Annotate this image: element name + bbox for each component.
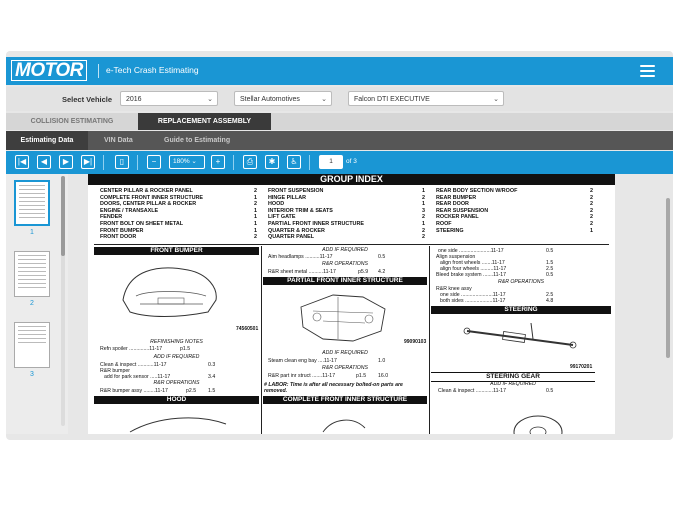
page-count: of 3 [346, 158, 357, 165]
toolbar-divider [233, 155, 234, 170]
index-entry[interactable]: REAR BODY SECTION W/ROOF 2 [436, 188, 593, 194]
labor-line: Aim headlamps ..........11-17 [268, 254, 333, 260]
tab-replacement-assembly[interactable]: REPLACEMENT ASSEMBLY [138, 113, 271, 130]
year-value: 2016 [126, 96, 142, 103]
steering-rack-illustration [463, 317, 583, 359]
app-header [6, 57, 673, 85]
chevron-down-icon: ⌄ [321, 96, 327, 103]
index-entry[interactable]: FRONT DOOR 2 [100, 234, 257, 241]
toolbar-divider [103, 155, 104, 170]
index-entry[interactable]: INTERIOR TRIM & SEATS 3 [268, 207, 425, 214]
tab-vin-data[interactable]: VIN Data [104, 137, 133, 144]
labor-line: align front wheels .......11-17 [440, 260, 505, 266]
hood-illustration [128, 410, 228, 434]
labor-line: R&R sheet metal ..........11-17 [268, 269, 336, 275]
highlight-icon[interactable]: ✱ [265, 155, 279, 169]
prev-page-icon[interactable]: ◀ [37, 155, 51, 169]
labor-line: Align suspension [436, 254, 476, 260]
index-column-2 [268, 188, 425, 241]
index-entry[interactable]: LIFT GATE 2 [268, 214, 425, 221]
print-icon[interactable]: ⎙ [243, 155, 257, 169]
thumbnail-page-1[interactable] [14, 180, 50, 226]
part-number: 74560501 [236, 326, 259, 332]
thumbnail-label: 1 [30, 229, 34, 236]
labor-value: 2.5 [546, 266, 554, 272]
index-entry[interactable]: ROCKER PANEL 2 [436, 214, 593, 221]
header-divider [98, 64, 99, 78]
labor-value: 1.5 [546, 260, 554, 266]
labor-line: Bleed brake system .......11-17 [436, 272, 506, 278]
zoom-value: 180% [173, 158, 190, 165]
hamburger-icon[interactable] [640, 65, 655, 77]
labor-value: 0.5 [378, 254, 386, 260]
labor-line: R&R bumper assy ........11-17 [100, 388, 168, 394]
section-steering: STEERING [431, 306, 611, 314]
part-number: 99170201 [570, 364, 593, 370]
zoom-out-icon[interactable]: − [147, 155, 161, 169]
labor-value: p2.5 [186, 388, 197, 394]
subheading: REFINISHING NOTES [150, 339, 203, 345]
labor-line: Clean & inspect ............11-17 [438, 388, 506, 394]
index-entry[interactable]: PARTIAL FRONT INNER STRUCTURE 1 [268, 220, 425, 227]
index-entry[interactable]: DOORS, CENTER PILLAR & ROCKER 2 [100, 201, 257, 208]
index-column-3 [436, 188, 593, 234]
motor-logo: MOTOR [11, 60, 87, 81]
subheading: R&R OPERATIONS [497, 279, 545, 285]
labor-line: both sides ...................11-17 [440, 298, 506, 304]
labor-line: Steam clean eng bay ....11-17 [268, 358, 337, 364]
labor-line: Refn spoiler ..............11-17 [100, 346, 163, 352]
document-viewport [78, 174, 673, 434]
section-partial-front-inner-structure: PARTIAL FRONT INNER STRUCTURE [263, 277, 427, 285]
chevron-down-icon: ⌄ [493, 96, 499, 103]
labor-value: p1.5 [356, 373, 367, 379]
main-tabs [6, 113, 673, 130]
document-page [88, 174, 615, 434]
thumbnail-page-2[interactable] [14, 251, 50, 297]
thumbnail-page-3[interactable] [14, 322, 50, 368]
labor-value: 0.5 [546, 388, 554, 394]
index-entry[interactable]: FRONT SUSPENSION 1 [268, 188, 425, 194]
labor-value: 3.4 [208, 374, 216, 380]
subheading: ADD IF REQUIRED [153, 354, 200, 360]
document-scrollbar[interactable] [666, 176, 671, 431]
labor-value: 4.2 [378, 269, 386, 275]
index-entry[interactable]: FRONT BOLT ON SHEET METAL 1 [100, 220, 257, 227]
index-entry[interactable]: STEERING 1 [436, 227, 593, 234]
labor-value: 1.5 [208, 388, 216, 394]
index-entry[interactable]: CENTER PILLAR & ROCKER PANEL 2 [100, 188, 257, 194]
labor-value: 0.5 [546, 248, 554, 254]
index-column-1 [100, 188, 257, 241]
subheading: R&R OPERATIONS [321, 261, 369, 267]
group-index-title: GROUP INDEX [88, 174, 615, 185]
index-entry[interactable]: ROOF 2 [436, 220, 593, 227]
bumper-illustration [118, 260, 223, 320]
part-number: 99090103 [404, 339, 427, 345]
labor-line: Clean & inspect ...........11-17 [100, 362, 167, 368]
select-vehicle-label: Select Vehicle [62, 95, 113, 104]
last-page-icon[interactable]: ▶| [81, 155, 95, 169]
subheading: R&R OPERATIONS [321, 365, 369, 371]
labor-line: R&R knee assy [436, 286, 472, 292]
tab-guide-to-estimating[interactable]: Guide to Estimating [164, 137, 231, 144]
vehicle-selector-bar [6, 87, 673, 111]
section-front-bumper: FRONT BUMPER [94, 247, 259, 255]
labor-line: R&R bumper [100, 368, 130, 374]
index-entry[interactable]: FENDER 1 [100, 214, 257, 221]
divider [429, 246, 430, 434]
section-complete-front-inner-structure: COMPLETE FRONT INNER STRUCTURE [263, 396, 427, 404]
app-window [6, 51, 673, 440]
complete-structure-illustration [313, 410, 373, 434]
index-entry[interactable]: QUARTER PANEL 2 [268, 234, 425, 241]
make-value: Stellar Automotives [240, 96, 300, 103]
index-entry[interactable]: QUARTER & ROCKER 2 [268, 227, 425, 234]
make-select[interactable] [234, 91, 332, 106]
model-value: Falcon DTI EXECUTIVE [354, 96, 430, 103]
viewer-toolbar [6, 151, 673, 174]
thumbnail-label: 3 [30, 371, 34, 378]
thumbnail-panel [6, 174, 68, 434]
fit-page-icon[interactable]: ▯ [115, 155, 129, 169]
first-page-icon[interactable]: |◀ [15, 155, 29, 169]
index-entry[interactable]: ENGINE / TRANSAXLE 1 [100, 207, 257, 214]
year-select[interactable] [120, 91, 218, 106]
zoom-in-icon[interactable]: + [211, 155, 225, 169]
labor-line: R&R part inr struct .......11-17 [268, 373, 336, 379]
subheading: ADD IF REQUIRED [490, 381, 536, 387]
index-entry[interactable]: FRONT BUMPER 1 [100, 227, 257, 234]
subheading: ADD IF REQUIRED [322, 247, 368, 253]
index-entry[interactable]: REAR BUMPER 2 [436, 194, 593, 201]
labor-value: 16.0 [378, 373, 389, 379]
divider [94, 244, 609, 245]
thumbnail-scrollbar[interactable] [61, 176, 65, 426]
index-entry[interactable]: HOOD 1 [268, 201, 425, 208]
labor-line: one side ......................11-17 [440, 292, 506, 298]
section-steering-gear: STEERING GEAR [431, 372, 595, 382]
labor-value: p5.9 [358, 269, 369, 275]
labor-line: align four wheels .........11-17 [440, 266, 507, 272]
chevron-down-icon: ⌄ [207, 96, 213, 103]
tab-collision-estimating[interactable]: COLLISION ESTIMATING [30, 118, 114, 125]
toolbar-divider [137, 155, 138, 170]
labor-value: 0.3 [208, 362, 216, 368]
model-select[interactable] [348, 91, 504, 106]
index-entry[interactable]: COMPLETE FRONT INNER STRUCTURE 1 [100, 194, 257, 201]
index-entry[interactable]: REAR SUSPENSION 2 [436, 207, 593, 214]
labor-note: # LABOR: Time is after all necessary bolted-on parts are removed. [264, 382, 403, 394]
subheading: ADD IF REQUIRED [322, 350, 368, 356]
labor-value: 1.0 [378, 358, 386, 364]
tab-estimating-data[interactable]: Estimating Data [6, 131, 88, 150]
inner-structure-illustration [293, 287, 393, 345]
sub-tabs [6, 131, 673, 150]
zoom-select[interactable]: 180% ⌄ [169, 155, 205, 169]
labor-line: one side ......................11-17 [438, 248, 504, 254]
index-entry[interactable]: REAR DOOR 2 [436, 201, 593, 208]
divider [261, 246, 262, 434]
labor-value: p1.5 [180, 346, 191, 352]
section-hood: HOOD [94, 396, 259, 404]
next-page-icon[interactable]: ▶ [59, 155, 73, 169]
app-title: e-Tech Crash Estimating [106, 65, 199, 75]
steering-wheel-illustration [508, 406, 568, 434]
labor-value: 0.5 [546, 272, 554, 278]
page-number-input[interactable]: 1 [319, 155, 343, 169]
labor-line: add for park sensor .....11-17 [104, 374, 171, 380]
toolbar-divider [309, 155, 310, 170]
labor-value: 4.8 [546, 298, 554, 304]
subheading: R&R OPERATIONS [153, 380, 200, 386]
labor-value: 2.5 [546, 292, 554, 298]
thumbnail-label: 2 [30, 300, 34, 307]
index-entry[interactable]: HINGE PILLAR 2 [268, 194, 425, 201]
accessibility-icon[interactable]: ♿ [287, 155, 301, 169]
